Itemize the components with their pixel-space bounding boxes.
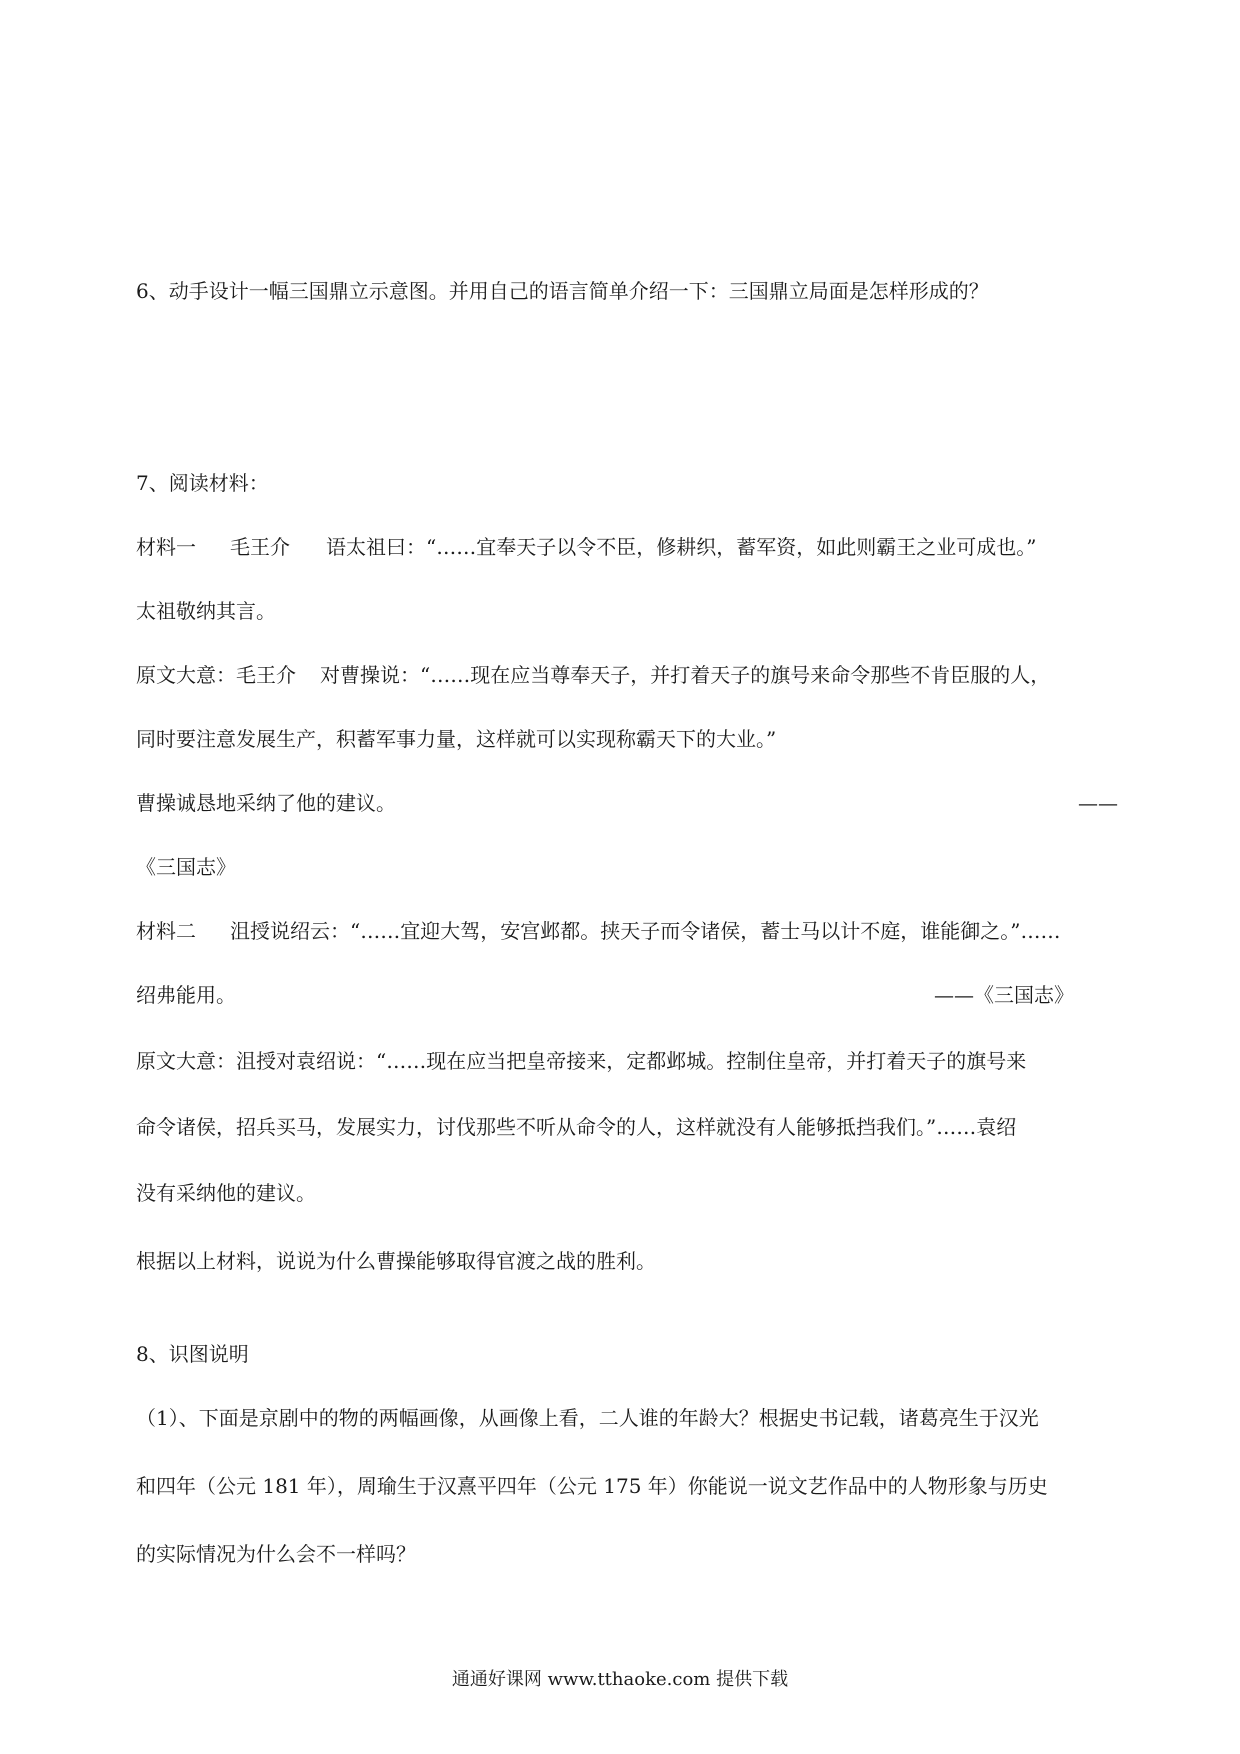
material-1-meaning-line-3: 曹操诚恳地采纳了他的建议。 (136, 791, 396, 815)
question-8-part-1-line-3: 的实际情况为什么会不一样吗？ (136, 1542, 416, 1566)
material-2-line (136, 917, 1060, 945)
question-8-heading: 8、识图说明 (136, 1342, 249, 1366)
question-7-prompt: 根据以上材料，说说为什么曹操能够取得官渡之战的胜利。 (136, 1249, 656, 1273)
material-2-quote-end: 绍弗能用。 (136, 983, 236, 1007)
material-1-source: 《三国志》 (136, 855, 236, 879)
material-2-meaning-line-2: 命令诸侯，招兵买马，发展实力，讨伐那些不听从命令的人，这样就没有人能够抵挡我们。”……袁绍 (136, 1115, 1017, 1139)
question-8-part-1-line-2: 和四年（公元 181 年），周瑜生于汉熹平四年（公元 175 年）你能说一说文艺作品中的人物形象与历史 (136, 1474, 1048, 1498)
material-2-quote: 沮授说绍云：“……宜迎大驾，安宫邺都。挟天子而令诸侯，蓄士马以计不庭，谁能御之。”…… (230, 919, 1061, 943)
material-2-label: 材料二 (136, 919, 196, 943)
material-2-source: ——《三国志》 (934, 983, 1074, 1007)
material-1-line (136, 533, 1036, 561)
material-1-meaning-line-1 (136, 661, 1050, 689)
material-1-quote: 语太祖曰：“……宜奉天子以令不臣，修耕织，蓄军资，如此则霸王之业可成也。” (326, 535, 1037, 559)
material-1-source-dash: —— (1078, 791, 1118, 815)
page-footer: 通通好课网 www.tthaoke.com 提供下载 (451, 1669, 789, 1690)
material-2-meaning-line-1: 原文大意：沮授对袁绍说：“……现在应当把皇帝接来，定都邺城。控制住皇帝，并打着天子的旗号来 (136, 1049, 1027, 1073)
material-1-meaning-label: 原文大意：毛王介 (136, 663, 296, 687)
material-2-meaning-line-3: 没有采纳他的建议。 (136, 1181, 316, 1205)
material-1-meaning-line-2: 同时要注意发展生产，积蓄军事力量，这样就可以实现称霸天下的大业。” (136, 727, 777, 751)
question-8-part-1-line-1: （1）、下面是京剧中的物的两幅画像，从画像上看，二人谁的年龄大？根据史书记载，诸葛亮生于汉光 (136, 1406, 1039, 1430)
material-1-speaker: 毛王介 (230, 535, 290, 559)
question-7-heading: 7、阅读材料： (136, 471, 269, 495)
material-1-quote-end: 太祖敬纳其言。 (136, 599, 276, 623)
material-1-meaning-text: 对曹操说：“……现在应当尊奉天子，并打着天子的旗号来命令那些不肯臣服的人， (320, 663, 1051, 687)
question-6: 6、动手设计一幅三国鼎立示意图。并用自己的语言简单介绍一下：三国鼎立局面是怎样形成的？ (136, 279, 989, 303)
material-1-label: 材料一 (136, 535, 196, 559)
